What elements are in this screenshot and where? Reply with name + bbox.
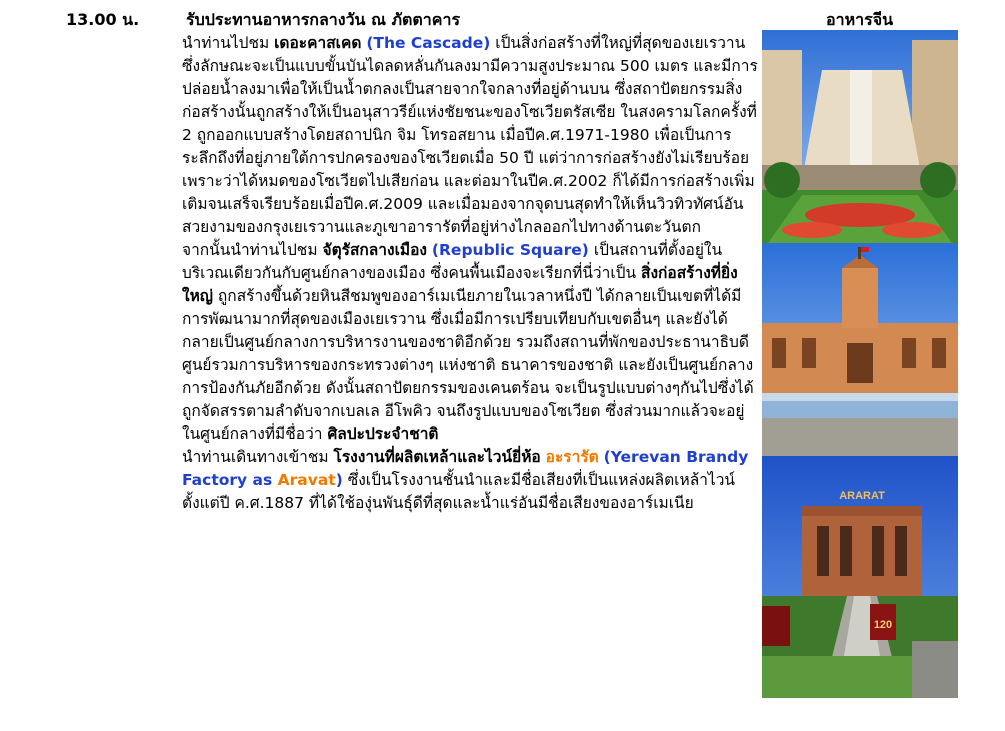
brandy-brand-th: อะรารัต bbox=[545, 448, 599, 466]
republic-square-photo bbox=[762, 243, 958, 456]
brandy-brand-en: Aravat bbox=[277, 471, 336, 489]
brandy-name-en-prefix: (Yerevan Brandy Factory as bbox=[182, 448, 749, 489]
brandy-name-en-suffix: ) bbox=[335, 471, 343, 489]
square-bold-end: ศิลปะประจำชาติ bbox=[327, 425, 439, 443]
meal-type: อาหารจีน bbox=[826, 10, 894, 29]
meal-title: รับประทานอาหารกลางวัน ณ ภัตตาคาร bbox=[186, 10, 461, 29]
brandy-body: ซึ่งเป็นโรงงานชั้นนำและมีชื่อเสียงที่เป็นแหล่งผลิตเหล้าไวน์ตั้งแต่ปี ค.ศ.1887 ที่ได้ใช้องุ่นพันธุ์ดีที่สุดและน้ำแร่อันมีชื่อเสียงของอาร์เมเนีย bbox=[182, 471, 735, 512]
ararat-sign-text: ARARAT bbox=[839, 490, 885, 502]
brandy-name-th: โรงงานที่ผลิตเหล้าและไวน์ยี่ห้อ bbox=[333, 448, 541, 466]
square-bold-phrase: สิ่งก่อสร้างที่ยิ่งใหญ่ bbox=[182, 264, 738, 305]
square-body-2: ถูกสร้างขึ้นด้วยหินสีชมพูของอาร์เมเนียภายในเวลาหนึ่งปี ได้กลายเป็นเขตที่ได้มีการพัฒนามากที่สุดของเมืองเยเรวาน ซึ่งเมื่อมีการเปรียบเทียบกับเขตอื่นๆ และยังได้กลายเป็นศูนย์กลางการบริหารงานของชาติอีกด้วย รวมถึงสถานที่พักของประธานาธิบดี ศูนย์รวมการบริหารของกระทรวงต่างๆ แห่งชาติ ธนาคารของชาติ และยังเป็นศูนย์กลางการป้องกันภัยอีกด้วย ดังนั้นสถาปัตยกรรมของเคนตร้อน จะเป็นรูปแบบต่างๆกันไปซึ่งได้ถูกจัดสรรตามลำดับจากเบลเล อีโพคิว จนถึงรูปแบบของโซเวียต ซึ่งส่วนมากแล้วจะอยู่ในศูนย์กลางที่มีชื่อว่า bbox=[182, 287, 754, 443]
cascade-intro: นำท่านไปชม bbox=[182, 34, 275, 52]
cascade-name-th: เดอะคาสเคด bbox=[274, 34, 362, 52]
cascade-name-en: (The Cascade) bbox=[366, 34, 491, 52]
banner-120-text: 120 bbox=[873, 619, 893, 631]
square-paragraph bbox=[182, 239, 762, 446]
cascade-body: เป็นสิ่งก่อสร้างที่ใหญ่ที่สุดของเยเรวาน ซึ่งลักษณะจะเป็นแบบขั้นบันไดลดหลั่นกันลงมามีความสูงประมาณ 500 เมตร และมีการปล่อยน้ำลงมาเพื่อให้เป็นน้ำตกลงเป็นสายจากใจกลางที่อยู่ด้านบน ซึ่งสถาปัตยกรรมสิ่งก่อสร้างนั้นถูกสร้างให้เป็นอนุสาวรีย์แห่งชัยชนะของโซเวียตรัสเซีย ในสงครามโลกครั้งที่ 2 ถูกออกแบบสร้างโดยสถาปนิก จิม โทรอสยาน เมื่อปีค.ศ.1971-1980 เพื่อเป็นการระลึกถึงที่อยู่ภายใต้การปกครองของโซเวียตเมื่อ 50 ปี แต่ว่าการก่อสร้างยังไม่เรียบร้อยเพราะว่าได้หมดของโซเวียตไปเสียก่อน และต่อมาในปีค.ศ.2002 ก็ได้มีการก่อสร้างเพิ่มเติมจนเสร็จเรียบร้อยเมื่อปีค.ศ.2009 และเมื่อมองจากจุดบนสุดทำให้เห็นวิวทิวทัศน์อันสวยงามของกรุงเยเรวานและภูเขาอารารัตที่อยู่ห่างไกลออกไปทางด้านตะวันตก bbox=[182, 34, 758, 236]
square-body-1: เป็นสถานที่ตั้งอยู่ในบริเวณเดียวกันกับศูนย์กลางของเมือง ซึ่งคนพื้นเมืองจะเรียกที่นี่ว่าเป็น bbox=[182, 241, 723, 282]
cascade-photo bbox=[762, 30, 958, 243]
square-intro: จากนั้นนำท่านไปชม bbox=[182, 241, 323, 259]
brandy-intro: นำท่านเดินทางเข้าชม bbox=[182, 448, 334, 466]
brandy-factory-photo bbox=[762, 456, 958, 698]
time-label: 13.00 น. bbox=[66, 10, 140, 29]
brandy-paragraph bbox=[182, 446, 762, 515]
square-name-th: จัตุรัสกลางเมือง bbox=[322, 241, 427, 259]
cascade-paragraph bbox=[182, 32, 762, 239]
itinerary-text bbox=[182, 32, 762, 515]
square-name-en: (Republic Square) bbox=[431, 241, 589, 259]
